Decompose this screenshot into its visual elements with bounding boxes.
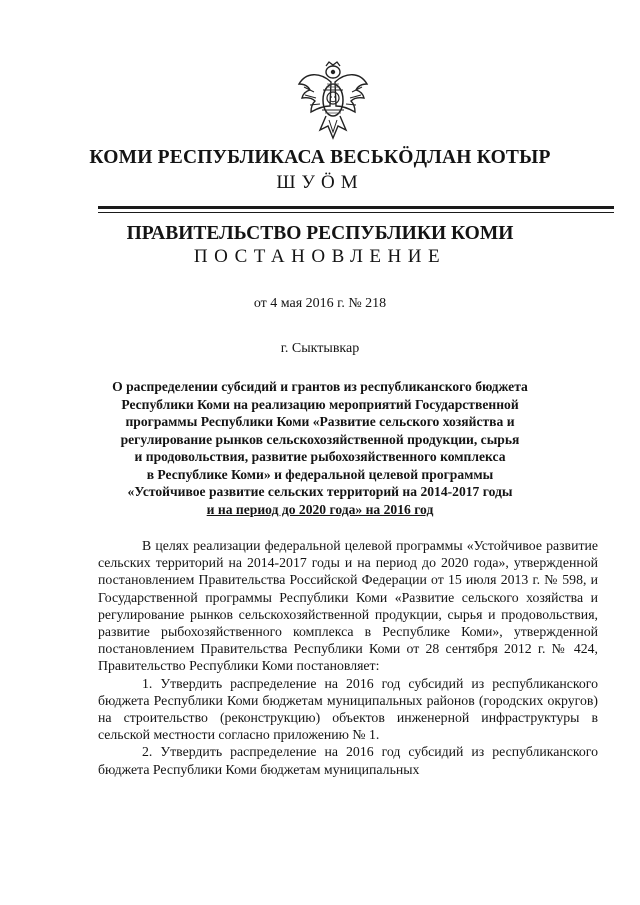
title-line: «Устойчивое развитие сельских территорий на 2014-2017 годы <box>127 484 513 499</box>
title-last-underlined: и на период до 2020 года» на 2016 год <box>206 501 434 517</box>
title-line-last <box>100 501 540 519</box>
decree-label: ПОСТАНОВЛЕНИЕ <box>193 246 447 267</box>
komi-government-title: КОМИ РЕСПУБЛИКАСА ВЕСЬКӦДЛАН КОТЫР <box>89 147 551 168</box>
decree-body <box>98 537 598 778</box>
komi-coat-of-arms-icon <box>296 60 370 142</box>
decree-title <box>100 378 540 518</box>
header-rule-thick <box>98 206 614 209</box>
title-line: Республики Коми на реализацию мероприятий Государственной <box>121 396 519 412</box>
komi-decree-label: ШУÖМ <box>276 172 364 193</box>
body-item-2: 2. Утвердить распределение на 2016 год субсидий из республиканского бюджета Республики Коми бюджетам муниципальных <box>98 744 598 777</box>
title-line: и продовольствия, развитие рыбохозяйственного комплекса <box>134 449 506 464</box>
title-line: О распределении субсидий и грантов из республиканского бюджета <box>112 379 528 394</box>
body-intro-paragraph: В целях реализации федеральной целевой программы «Устойчивое развитие сельских территорий на 2014-2017 годы и на период до 2020 года», утвержденной постановлением Правительства Российской Федерации от 15 июля 2013 г. № 598, и Государственной программы Республики Коми «Развитие сельского хозяйства и регулирование рынков сельскохозяйственной продукции, сырья и продовольствия, развитие рыбохозяйственного комплекса в Республике Коми», утвержденной постановлением Правительства Республики Коми от 28 сентября 2012 г. № 424, Правительство Республики Коми постановляет: <box>98 538 598 674</box>
body-item-1: 1. Утвердить распределение на 2016 год субсидий из республиканского бюджета Республики Коми бюджетам муниципальных районов (городских округов) на строительство (реконструкцию) объектов инженерной инфраструктуры в сельской местности согласно приложению № 1. <box>98 675 598 743</box>
title-line: программы Республики Коми «Развитие сельского хозяйства и <box>125 414 515 429</box>
title-line: регулирование рынков сельскохозяйственной продукции, сырья <box>120 431 520 447</box>
government-title: ПРАВИТЕЛЬСТВО РЕСПУБЛИКИ КОМИ <box>126 223 514 244</box>
header-rule-thin <box>98 212 614 213</box>
decree-place: г. Сыктывкар <box>280 341 360 356</box>
title-line: в Республике Коми» и федеральной целевой программы <box>146 466 494 482</box>
decree-date-number: от 4 мая 2016 г. № 218 <box>253 296 387 311</box>
